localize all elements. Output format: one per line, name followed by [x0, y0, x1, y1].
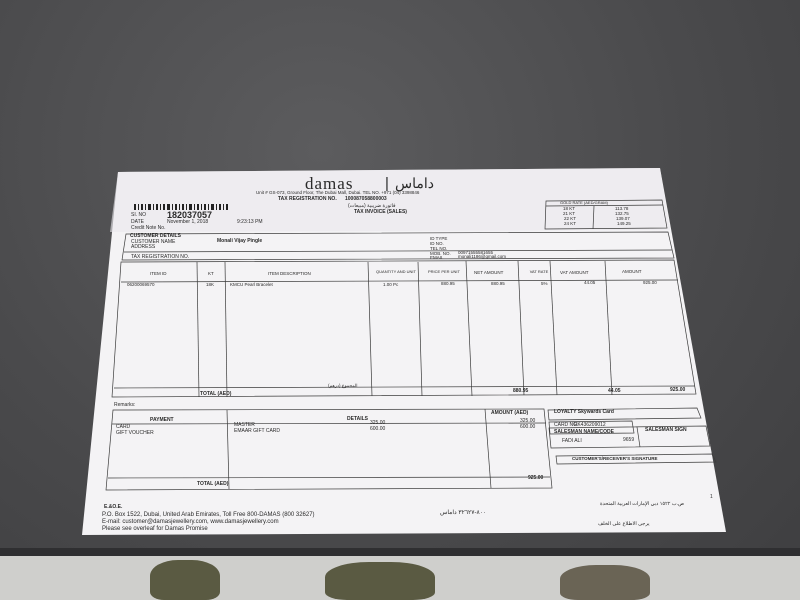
- gold-karat-3: 22 KT: [564, 216, 577, 221]
- si-no-label: SI. NO: [131, 212, 147, 218]
- doc-title: TAX INVOICE (SALES): [354, 209, 407, 215]
- po-box: P.O. Box 1522, Dubai, United Arab Emirates, Toll Free 800-DAMAS (800 32627): [102, 512, 315, 518]
- mob-value: 00971555581655: [458, 250, 494, 255]
- doc-title-arabic: فاتورة ضريبية (مبيعات): [348, 203, 396, 209]
- item-description: KMCU Pearl Bracelet: [230, 282, 273, 287]
- credit-note-label: Credit Note No.: [131, 225, 166, 231]
- gold-karat-2: 21 KT: [563, 211, 576, 216]
- brand-logo: damas: [305, 174, 354, 193]
- card-no-label: CARD NO.: [554, 422, 579, 428]
- items-total-label: TOTAL (AED): [200, 391, 232, 397]
- footer-email: E-mail: customer@damasjewellery.com, www.damasjewellery.com: [102, 519, 279, 525]
- col-description: ITEM DESCRIPTION: [268, 271, 311, 276]
- item-vat-amount: 44.05: [584, 280, 596, 285]
- email-value: monali1186@gmail.com: [458, 254, 507, 259]
- brand-logo-arabic: داماس: [395, 175, 434, 191]
- item-price: 880.95: [441, 281, 455, 286]
- details-header: DETAILS: [347, 416, 369, 422]
- item-id: 06200069570: [127, 282, 155, 287]
- salesman-code: 9659: [623, 437, 635, 443]
- tax-reg-label: TAX REGISTRATION NO.: [278, 196, 337, 202]
- signature-label: CUSTOMER'S/RECEIVER'S SIGNATURE: [572, 456, 658, 461]
- payment-detail-1: MASTER: [234, 422, 255, 428]
- item-amount: 925.00: [643, 280, 657, 285]
- col-kt: KT: [208, 271, 214, 276]
- gold-rate-4: 149.25: [617, 221, 631, 226]
- gold-rate-3: 139.07: [616, 216, 630, 221]
- payment-amount-1: 325.00: [520, 418, 536, 424]
- footer-note: Please see overleaf for Damas Promise: [102, 526, 208, 532]
- mob-label: MOB. NO.: [430, 251, 451, 256]
- payment-method-2: GIFT VOUCHER: [116, 430, 154, 436]
- salesman-sign-label: SALESMAN SIGN: [645, 427, 687, 433]
- tax-reg-value: 100087058800003: [345, 196, 387, 202]
- salesman-name: FADI ALI: [562, 438, 582, 444]
- payment-method-1: CARD: [116, 424, 131, 430]
- loyalty-card-label: LOYALTY Skywards Card: [554, 409, 614, 415]
- item-kt: 18K: [206, 282, 215, 287]
- gold-rate-1: 113.78: [615, 206, 629, 211]
- address-label: ADDRESS: [131, 244, 156, 250]
- amount-header: AMOUNT (AED): [491, 410, 529, 416]
- payment-detail-amount-2: 600.00: [370, 426, 386, 432]
- invoice-date: November 1, 2018: [167, 219, 209, 225]
- items-total-net: 880.95: [513, 388, 529, 394]
- si-no: 182037057: [167, 210, 213, 220]
- eoe: E.&O.E.: [104, 504, 123, 510]
- gold-karat-1: 18 KT: [563, 206, 576, 211]
- items-total-amount: 925.00: [670, 387, 686, 393]
- footer-arabic-3: يرجى الاطلاع على الخلف: [598, 521, 650, 527]
- gold-karat-4: 24 KT: [564, 221, 577, 226]
- col-vat-rate: VAT RATE: [529, 269, 549, 274]
- gold-rate-title: GOLD RATE (AED/GRAM): [560, 200, 608, 205]
- payment-header: PAYMENT: [150, 417, 174, 423]
- col-net: NET AMOUNT: [474, 270, 504, 275]
- customer-name: Monali Vijay Pingle: [217, 238, 263, 244]
- date-label: DATE: [131, 219, 144, 225]
- item-net: 880.95: [491, 281, 505, 286]
- customer-tax-reg-label: TAX REGISTRATION NO.: [131, 254, 190, 260]
- col-item-id: ITEM ID: [150, 271, 167, 276]
- customer-section-label: CUSTOMER DETAILS: [130, 233, 181, 239]
- payment-total-label: TOTAL (AED): [197, 481, 229, 487]
- card-no: EK436209012: [574, 422, 606, 428]
- item-qty: 1.00 Pc: [383, 282, 399, 287]
- store-address: Unit # GS-073, Ground Floor, The Dubai Mall, Dubai. TEL NO. +971 (04) 3398846: [256, 190, 420, 195]
- customer-name-label: CUSTOMER NAME: [131, 239, 176, 245]
- email-label: EMAIL: [430, 255, 444, 260]
- payment-detail-2: EMAAR GIFT CARD: [234, 428, 281, 434]
- col-price: PRICE PER UNIT: [427, 269, 460, 274]
- payment-amount-2: 600.00: [520, 424, 536, 430]
- tel-label: TEL NO.: [430, 246, 448, 251]
- payment-total: 925.00: [528, 475, 544, 481]
- col-amount: AMOUNT: [622, 269, 642, 274]
- salesman-label: SALESMAN NAME/CODE: [554, 429, 615, 435]
- remarks-label: Remarks:: [114, 402, 136, 408]
- page-number: 1: [710, 494, 713, 500]
- payment-detail-amount-1: 325.00: [370, 420, 386, 426]
- item-vat-rate: 5%: [541, 281, 548, 286]
- items-total-label-arabic: المجموع (درهم): [328, 383, 358, 388]
- id-no-label: ID NO.: [430, 241, 444, 246]
- invoice-time: 9:23:13 PM: [237, 219, 263, 225]
- brand-separator: |: [385, 175, 389, 192]
- col-vat-amount: VAT AMOUNT: [560, 270, 589, 275]
- gold-rate-2: 132.75: [615, 211, 629, 216]
- footer-arabic-1: ص.ب ١٥٢٢ دبي الإمارات العربية المتحدة: [600, 501, 685, 507]
- col-quantity: QUANTITY AND UNIT: [376, 269, 416, 274]
- id-type-label: ID TYPE: [430, 236, 448, 241]
- footer-arabic-2: ٨٠٠-٣٢٦٢٧ داماس: [440, 510, 487, 516]
- items-total-vat: 44.05: [608, 388, 621, 394]
